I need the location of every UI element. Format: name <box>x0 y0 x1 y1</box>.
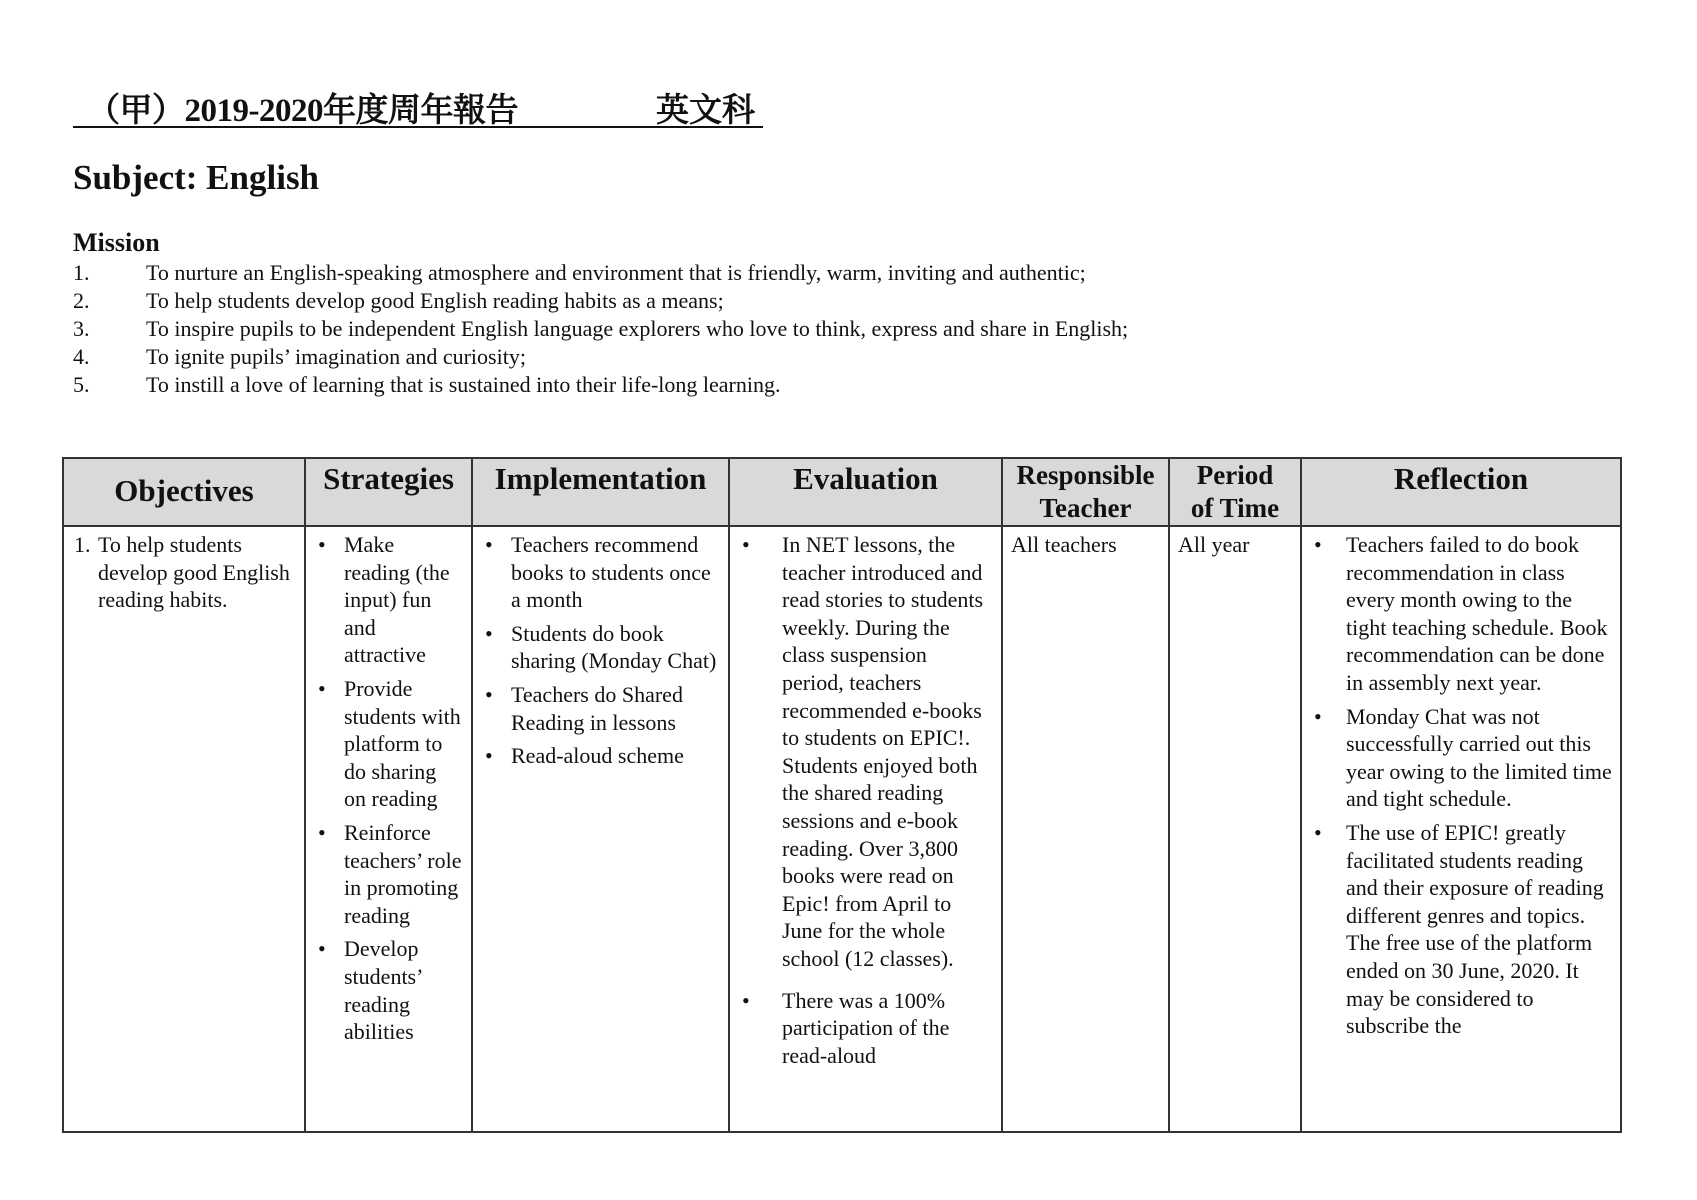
bullet-icon: • <box>318 819 326 845</box>
strategy-item: • Make reading (the input) fun and attractive <box>318 532 450 668</box>
evaluation-item: • There was a 100% participation of the read-aloud <box>742 987 950 1068</box>
bullet-icon: • <box>1314 703 1322 729</box>
implementation-item: • Read-aloud scheme <box>485 743 684 769</box>
mission-item-number: 3. <box>73 316 90 341</box>
cell-reflection <box>1301 526 1621 1132</box>
report-title: （甲）2019-2020年度周年報告 <box>87 93 518 129</box>
objective-number: 1. <box>74 532 91 557</box>
mission-item <box>73 371 1128 399</box>
mission-item-number: 1. <box>73 260 90 285</box>
report-table <box>62 457 1622 1133</box>
mission-item-number: 5. <box>73 372 90 397</box>
mission-item <box>73 343 1128 371</box>
cell-evaluation <box>729 526 1002 1132</box>
bullet-icon: • <box>318 936 326 962</box>
reflection-item: • Teachers failed to do book recommendation in class every month owing to the tight teaching schedule. Book recommendation can be done in assembly next year. <box>1314 532 1608 695</box>
implementation-item: • Teachers do Shared Reading in lessons <box>485 681 683 735</box>
report-subject-chinese: 英文科 <box>656 93 755 129</box>
subject-heading: Subject: English <box>73 158 320 197</box>
mission-item-number: 2. <box>73 288 90 313</box>
cell-responsible-teacher: All teachers <box>1002 526 1169 1132</box>
bullet-icon: • <box>485 681 493 707</box>
implementation-item: • Teachers recommend books to students once a month <box>485 532 711 613</box>
header-implementation: Implementation <box>472 458 729 526</box>
report-title-bar <box>73 82 763 128</box>
bullet-icon: • <box>318 675 326 701</box>
table-row <box>63 526 1621 1132</box>
mission-item <box>73 259 1128 287</box>
evaluation-item: • In NET lessons, the teacher introduced and read stories to students weekly. During the class suspension period, teachers recommended e-books to students on EPIC!. Students enjoyed both the shared reading sessions and e-book reading. Over 3,800 books were read on Epic! from April to June for the whole school (12 classes). <box>742 532 984 971</box>
strategy-item: • Reinforce teachers’ role in promoting reading <box>318 819 462 928</box>
bullet-icon: • <box>485 532 493 557</box>
mission-item-text: To ignite pupils’ imagination and curiosity; <box>146 344 526 369</box>
strategy-item: • Provide students with platform to do sharing on reading <box>318 675 461 812</box>
header-reflection: Reflection <box>1301 458 1621 526</box>
cell-objective <box>63 526 305 1132</box>
mission-heading: Mission <box>73 228 160 257</box>
cell-period-of-time: All year <box>1169 526 1301 1132</box>
bullet-icon: • <box>1314 532 1322 557</box>
objective-text: To help students develop good English reading habits. <box>98 532 290 613</box>
mission-list <box>73 259 1128 399</box>
mission-item-number: 4. <box>73 344 90 369</box>
implementation-item: • Students do book sharing (Monday Chat) <box>485 620 717 674</box>
bullet-icon: • <box>485 620 493 646</box>
bullet-icon: • <box>318 532 326 557</box>
header-objectives: Objectives <box>63 458 305 526</box>
mission-item-text: To instill a love of learning that is sustained into their life-long learning. <box>146 372 781 397</box>
bullet-icon: • <box>742 987 750 1013</box>
mission-item-text: To inspire pupils to be independent English language explorers who love to think, express and share in English; <box>146 316 1129 341</box>
mission-item-text: To help students develop good English reading habits as a means; <box>146 288 724 313</box>
cell-implementation <box>472 526 729 1132</box>
table-header-row <box>63 458 1621 526</box>
header-strategies: Strategies <box>305 458 472 526</box>
header-period-of-time: Period of Time <box>1169 458 1301 526</box>
header-evaluation: Evaluation <box>729 458 1002 526</box>
mission-item <box>73 315 1128 343</box>
reflection-item: • Monday Chat was not successfully carried out this year owing to the limited time and tight schedule. <box>1314 703 1612 812</box>
cell-strategies <box>305 526 472 1132</box>
header-responsible-teacher: Responsible Teacher <box>1002 458 1169 526</box>
strategy-item: • Develop students’ reading abilities <box>318 936 422 1045</box>
bullet-icon: • <box>485 743 493 769</box>
bullet-icon: • <box>742 532 750 557</box>
bullet-icon: • <box>1314 819 1322 845</box>
mission-item-text: To nurture an English-speaking atmosphere and environment that is friendly, warm, inviting and authentic; <box>146 260 1086 285</box>
reflection-item: • The use of EPIC! greatly facilitated students reading and their exposure of reading different genres and topics. The free use of the platform ended on 30 June, 2020. It may be considered to subscribe the <box>1314 819 1604 1039</box>
mission-item <box>73 287 1128 315</box>
